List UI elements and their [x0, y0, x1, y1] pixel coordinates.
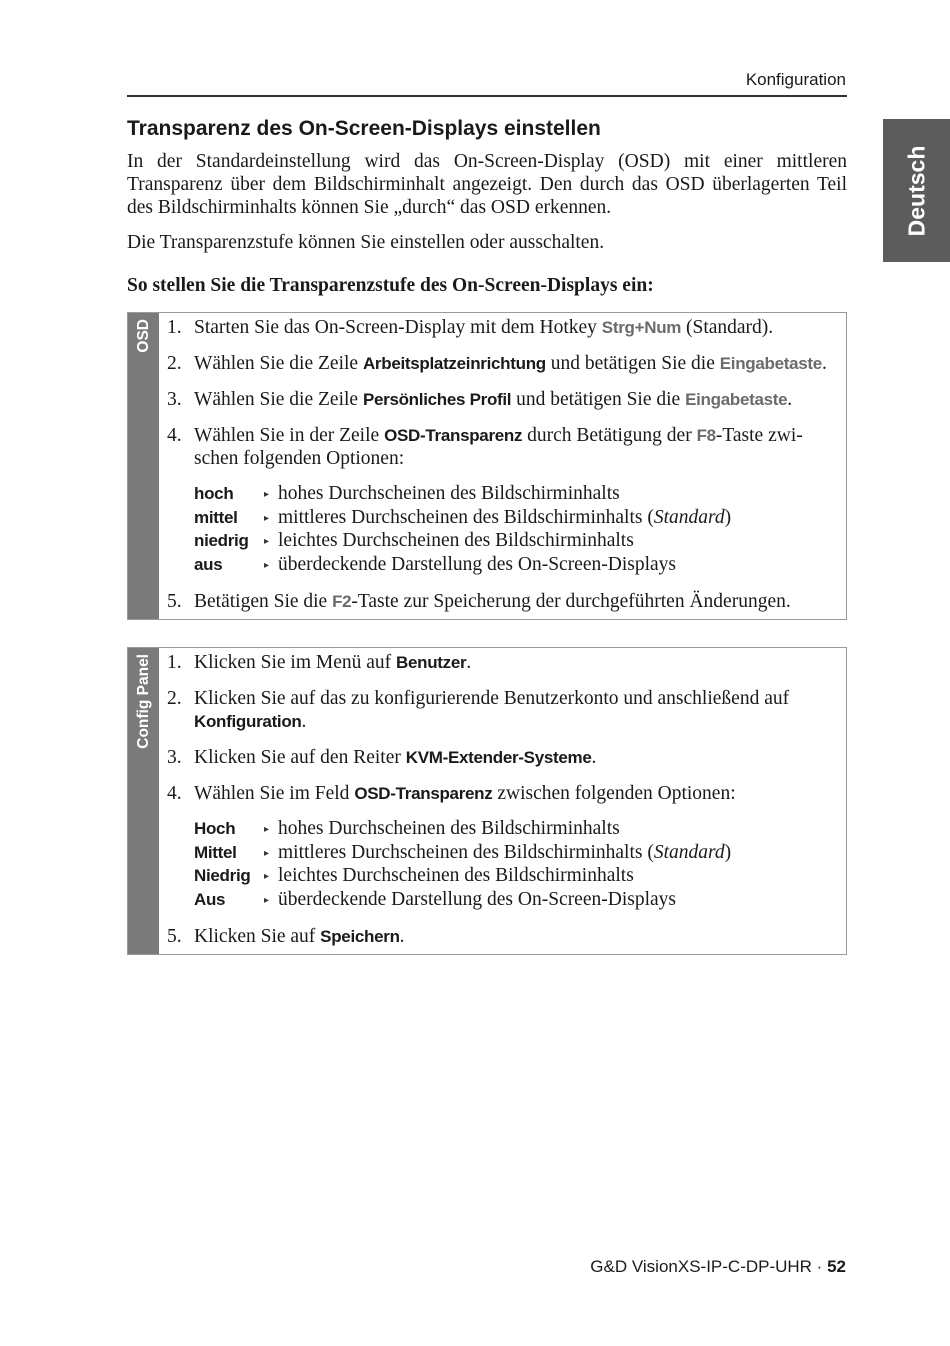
- osd-options-list: [194, 483, 836, 577]
- config-step-1: 1. Klicken Sie im Menü auf Benutzer.: [167, 652, 472, 673]
- config-step-4: 4. Wählen Sie im Feld OSD-Transparenz zwischen folgenden Optionen: Hoch ▸ hohes Durchscheinen des Bildschirminhalts Mittel ▸ mittleres Durchscheinen des Bildschirminhalts (Standard) Niedrig ▸ leichtes Durchscheinen des Bildschirminhalts Aus ▸ überdeckende Darstellung des On-Screen-Displays: [167, 782, 836, 912]
- paragraph-1: In der Standardeinstellung wird das On-Screen-Display (OSD) mit einer mittleren Transparenz über dem Bildschirminhalt angezeigt. Den durch das OSD überlagerten Teil des Bildschirminhalts können Sie „durch“ das OSD erkennen.: [127, 151, 847, 218]
- running-header: Konfiguration: [745, 70, 846, 89]
- tab-label: KVM-Extender-Systeme: [405, 748, 592, 767]
- menu-item-label: Persönliches Profil: [362, 390, 512, 409]
- osd-step-1: 1. Starten Sie das On-Screen-Display mit dem Hotkey Strg+Num (Standard).: [167, 317, 774, 338]
- option-row: Hoch ▸ hohes Durchscheinen des Bildschirminhalts: [194, 818, 836, 842]
- config-panel-tab-label: Config Panel: [134, 654, 152, 749]
- arrow-icon: ▸: [264, 847, 270, 859]
- arrow-icon: ▸: [264, 871, 270, 882]
- arrow-icon: ▸: [264, 512, 270, 524]
- menu-item-label: Konfiguration: [194, 712, 302, 731]
- config-step-2: 2. Klicken Sie auf das zu konfigurierende Benutzerkonto und anschließend auf Konfiguration.: [167, 688, 790, 732]
- config-steps: [167, 651, 836, 948]
- key-label: F2: [332, 592, 352, 611]
- key-label: Eingabetaste: [719, 354, 822, 373]
- arrow-icon: ▸: [264, 536, 270, 547]
- arrow-icon: ▸: [264, 824, 270, 835]
- osd-instructions-box: [127, 312, 847, 620]
- osd-tab: [128, 313, 159, 619]
- paragraph-2: Die Transparenzstufe können Sie einstellen oder ausschalten.: [127, 232, 605, 253]
- arrow-icon: ▸: [264, 894, 270, 906]
- osd-steps: [167, 316, 836, 613]
- config-options-list: [194, 818, 836, 912]
- option-row: Niedrig ▸ leichtes Durchscheinen des Bildschirminhalts: [194, 865, 836, 889]
- page-footer: [590, 1257, 846, 1277]
- product-name: G&D VisionXS-IP-C-DP-UHR ·: [590, 1257, 828, 1276]
- menu-item-label: Benutzer: [396, 653, 467, 672]
- key-label: Eingabetaste: [685, 390, 788, 409]
- osd-step-2: 2. Wählen Sie die Zeile Arbeitsplatzeinrichtung und betätigen Sie die Eingabetaste.: [167, 353, 827, 374]
- menu-item-label: Arbeitsplatzeinrichtung: [362, 354, 546, 373]
- arrow-icon: ▸: [264, 559, 270, 571]
- option-row: hoch ▸ hohes Durchscheinen des Bildschirminhalts: [194, 483, 836, 507]
- language-tab: [883, 119, 950, 262]
- option-row: aus ▸ überdeckende Darstellung des On-Screen-Displays: [194, 554, 836, 578]
- option-row: niedrig ▸ leichtes Durchscheinen des Bildschirminhalts: [194, 530, 836, 554]
- hotkey-label: Strg+Num: [601, 318, 682, 337]
- config-panel-instructions-box: [127, 647, 847, 955]
- config-step-5: 5. Klicken Sie auf Speichern.: [167, 926, 405, 947]
- button-label: Speichern: [320, 927, 400, 946]
- osd-step-5: 5. Betätigen Sie die F2-Taste zur Speicherung der durchgeführten Änderungen.: [167, 591, 791, 612]
- setting-label: OSD-Transparenz: [384, 426, 523, 445]
- arrow-icon: ▸: [264, 489, 270, 500]
- config-step-3: 3. Klicken Sie auf den Reiter KVM-Extender-Systeme.: [167, 747, 597, 768]
- field-label: OSD-Transparenz: [354, 784, 493, 803]
- option-row: mittel ▸ mittleres Durchscheinen des Bildschirminhalts (Standard): [194, 507, 836, 531]
- osd-step-3: 3. Wählen Sie die Zeile Persönliches Profil und betätigen Sie die Eingabetaste.: [167, 389, 793, 410]
- key-label: F8: [696, 426, 716, 445]
- config-panel-tab: [128, 648, 159, 954]
- page-number: 52: [827, 1257, 846, 1276]
- instructions-intro: So stellen Sie die Transparenzstufe des On-Screen-Displays ein:: [127, 275, 654, 296]
- language-tab-label: Deutsch: [903, 145, 929, 236]
- page-content: [127, 116, 847, 955]
- osd-step-4: 4. Wählen Sie in der Zeile OSD-Transparenz durch Betätigung der F8-Taste zwischen folgenden Optionen: hoch ▸ hohes Durchscheinen des Bildschirminhalts mittel ▸ mittleres Durchscheinen des Bildschirminhalts (Standard) niedrig ▸ leichtes Durchscheinen des Bildschirminhalts aus ▸ überdeckende Darstellung des On-Screen-Displays: [167, 424, 836, 577]
- section-title: Transparenz des On-Screen-Displays einstellen: [127, 117, 601, 140]
- option-row: Aus ▸ überdeckende Darstellung des On-Screen-Displays: [194, 889, 836, 913]
- header-rule: [127, 95, 847, 97]
- option-row: Mittel ▸ mittleres Durchscheinen des Bildschirminhalts (Standard): [194, 842, 836, 866]
- osd-tab-label: OSD: [134, 319, 152, 353]
